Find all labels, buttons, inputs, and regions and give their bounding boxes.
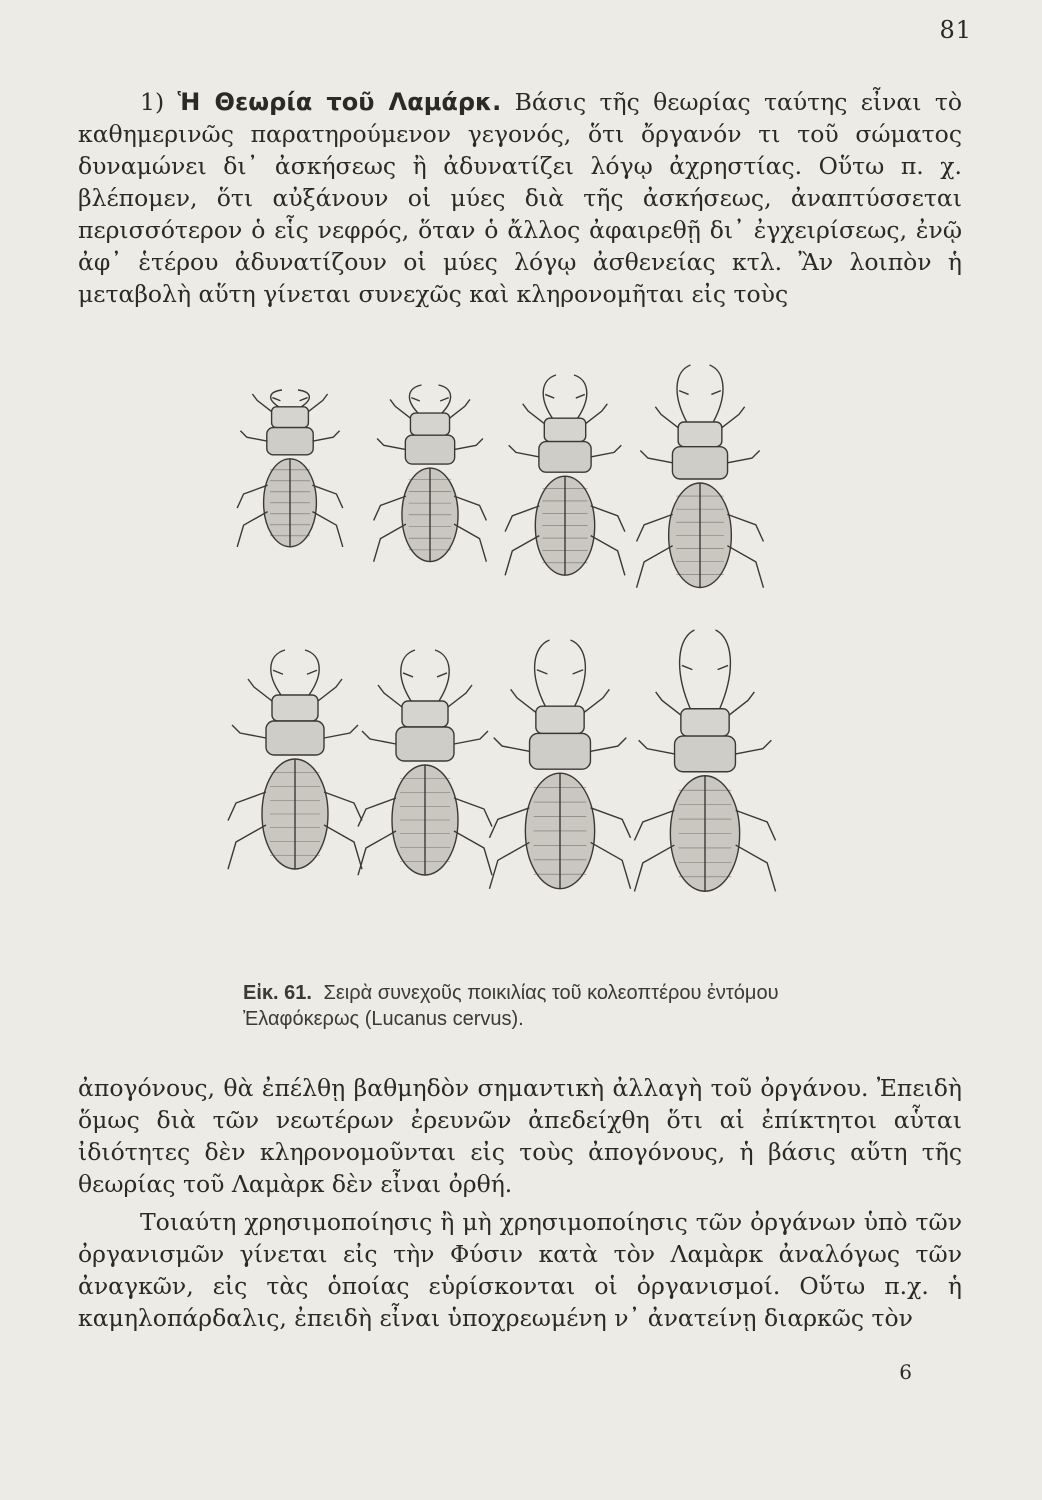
intro-paragraph <box>78 86 962 310</box>
beetle-drawing <box>634 630 775 891</box>
beetle-figure <box>220 345 820 975</box>
figure-caption <box>243 980 883 1032</box>
signature-mark: 6 <box>899 1360 912 1384</box>
beetle-drawing <box>505 375 625 575</box>
beetle-drawing <box>237 390 343 547</box>
paragraph-text: Βάσις τῆς θεωρίας ταύτης εἶναι τὸ καθημερινῶς παρατηρούμενον γεγονός, ὅτι ὄργανόν τι τοῦ σώματος δυναμώνει δι᾿ ἀσκήσεως ἢ ἀδυνατίζει λόγῳ ἀχρηστίας. Οὕτω π. χ. βλέπομεν, ὅτι αὐξάνουν οἱ μύες διὰ τῆς ἀσκήσεως, ἀναπτύσσεται περισσότερον ὁ εἷς νεφρός, ὅταν ὁ ἄλλος ἀφαιρεθῇ δι᾿ ἐγχειρίσεως, ἐνῷ ἀφ᾿ ἑτέρου ἀδυνατίζουν οἱ μύες λόγῳ ἀσθενείας κτλ. Ἂν λοιπὸν ἡ μεταβολὴ αὕτη γίνεται συνεχῶς καὶ κληρονομῆται εἰς τοὺς <box>78 88 962 308</box>
paragraph-text: ἀπογόνους, θὰ ἐπέλθῃ βαθμηδὸν σημαντικὴ ἀλλαγὴ τοῦ ὀργάνου. Ἐπειδὴ ὅμως διὰ τῶν νεωτέρων ἐρευνῶν ἀπεδείχθη ὅτι αἱ ἐπίκτητοι αὗται ἰδιότητες δὲν κληρονομοῦνται εἰς τοὺς ἀπογόνους, ἡ βάσις αὕτη τῆς θεωρίας τοῦ Λαμὰρκ δὲν εἶναι ὀρθή. <box>78 1074 962 1198</box>
figure-caption-text: Σειρὰ συνεχοῦς ποικιλίας τοῦ κολεοπτέρου ἐντόμου Ἐλαφόκερως (Lucanus cervus). <box>243 982 779 1030</box>
figure-label: Εἰκ. 61. <box>243 982 312 1004</box>
beetle-drawing <box>374 385 487 562</box>
paragraph <box>78 1206 962 1334</box>
page-number: 81 <box>939 16 972 44</box>
paragraph-continuation <box>78 1072 962 1200</box>
section-heading: Ἡ Θεωρία τοῦ Λαμάρκ. <box>177 88 502 116</box>
beetle-drawing <box>228 650 362 869</box>
section-marker: 1) <box>140 88 165 116</box>
beetle-drawing <box>637 365 764 588</box>
paragraph-text: Τοιαύτη χρησιμοποίησις ἢ μὴ χρησιμοποίησις τῶν ὀργάνων ὑπὸ τῶν ὀργανισμῶν γίνεται εἰς τὴν Φύσιν κατὰ τὸν Λαμὰρκ ἀναλόγως τῶν ἀναγκῶν, εἰς τὰς ὁποίας εὑρίσκονται οἱ ὀργανισμοί. Οὕτω π.χ. ἡ καμηλοπάρδαλις, ἐπειδὴ εἶναι ὑποχρεωμένη ν᾿ ἀνατείνῃ διαρκῶς τὸν <box>78 1208 962 1332</box>
beetle-drawing <box>489 640 630 889</box>
beetle-drawing <box>358 650 492 875</box>
